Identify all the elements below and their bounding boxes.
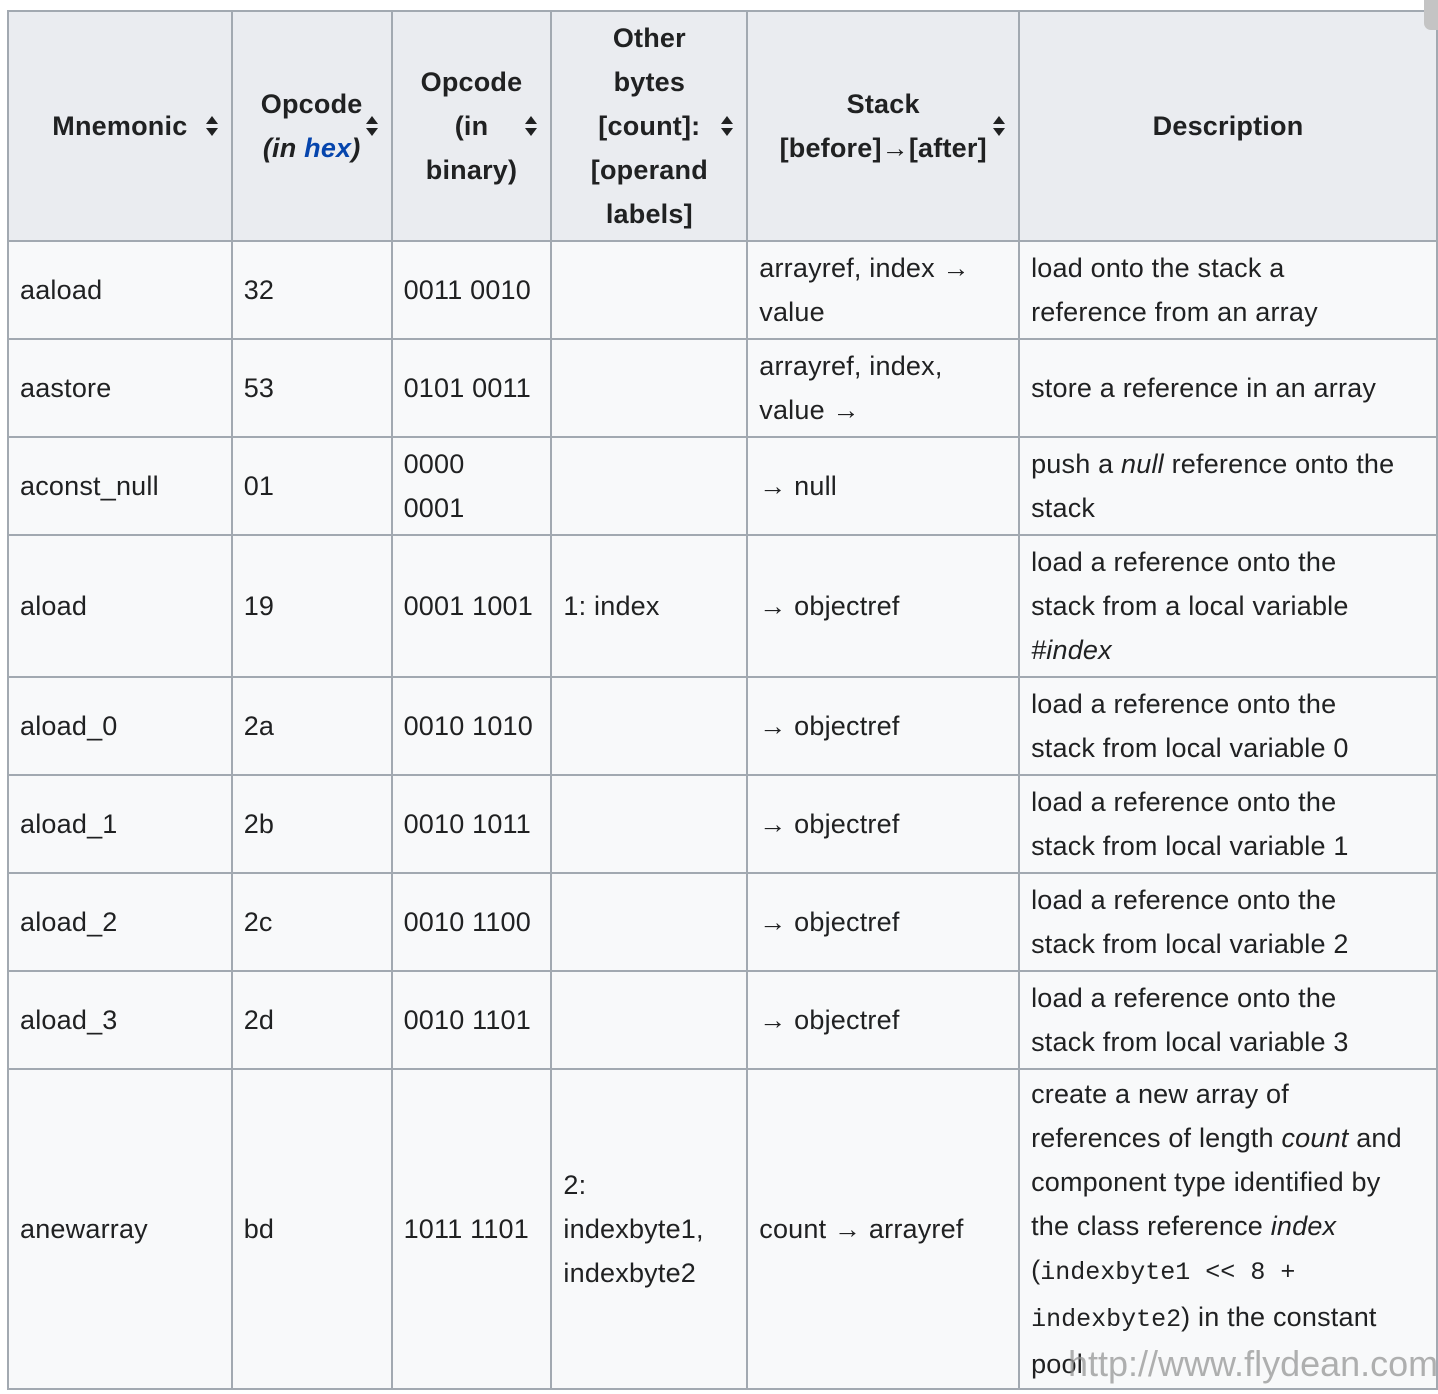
cell-desc-line-7: pool: [1031, 1349, 1083, 1379]
header-opcode-binary[interactable]: [392, 11, 552, 241]
header-opcode-binary-line-2: (in: [454, 111, 489, 141]
cell-desc-text: and: [1348, 1123, 1402, 1153]
cell-stack-line-1: → objectref: [759, 711, 900, 741]
cell-binary-line-1: 0011 0010: [403, 275, 531, 305]
header-other-line-5: labels]: [605, 199, 693, 229]
cell-desc-line-2: stack from local variable 0: [1031, 733, 1349, 763]
cell-stack: [747, 241, 1019, 339]
table-row: [8, 971, 1437, 1069]
cell-hex: 2b: [232, 775, 392, 873]
header-stack-line-1: Stack: [846, 89, 920, 119]
cell-binary: [392, 1069, 552, 1389]
table-row: [8, 535, 1437, 677]
cell-stack-line-1: → objectref: [759, 591, 900, 621]
header-row: [8, 11, 1437, 241]
header-other-line-1: Other: [612, 23, 686, 53]
cell-mnemonic: anewarray: [8, 1069, 232, 1389]
header-other-line-2: bytes: [613, 67, 686, 97]
cell-desc-text: references of length: [1031, 1123, 1282, 1153]
cell-desc-text: (: [1031, 1255, 1041, 1285]
cell-other-bytes: [551, 677, 747, 775]
cell-binary: [392, 437, 552, 535]
header-mnemonic-label: Mnemonic: [52, 111, 188, 141]
cell-desc-line-1: load a reference onto the: [1031, 787, 1337, 817]
cell-description: [1019, 339, 1437, 437]
cell-stack: [747, 437, 1019, 535]
table-row: [8, 437, 1437, 535]
cell-binary: [392, 339, 552, 437]
table-row: [8, 775, 1437, 873]
cell-desc-text: the class reference: [1031, 1211, 1271, 1241]
cell-other-bytes: [551, 339, 747, 437]
cell-desc-text: reference onto the: [1163, 449, 1395, 479]
cell-other-bytes: [551, 437, 747, 535]
cell-mnemonic: aconst_null: [8, 437, 232, 535]
cell-desc-italic: count: [1281, 1123, 1349, 1153]
cell-description: [1019, 873, 1437, 971]
cell-desc-line-1: load a reference onto the: [1031, 983, 1337, 1013]
cell-mnemonic: aastore: [8, 339, 232, 437]
cell-hex: 32: [232, 241, 392, 339]
cell-hex: bd: [232, 1069, 392, 1389]
cell-desc-line-3: component type identified by: [1031, 1167, 1381, 1197]
cell-stack-line-1: → objectref: [759, 907, 900, 937]
cell-stack: [747, 971, 1019, 1069]
cell-binary: [392, 873, 552, 971]
cell-binary-line-1: 0000: [403, 449, 465, 479]
cell-stack-line-1: → objectref: [759, 1005, 900, 1035]
cell-stack: [747, 775, 1019, 873]
cell-other-line-1: 2:: [563, 1170, 587, 1200]
cell-desc-code: indexbyte2: [1031, 1305, 1182, 1334]
cell-stack-line-1: → objectref: [759, 809, 900, 839]
cell-desc-line-3: #index: [1031, 635, 1112, 665]
cell-desc-line-2: stack from local variable 1: [1031, 831, 1349, 861]
sort-up-down-icon[interactable]: [720, 114, 734, 138]
header-stack-line-2: [before]→[after]: [779, 133, 987, 163]
cell-description: [1019, 971, 1437, 1069]
cell-desc-text: push a: [1031, 449, 1122, 479]
header-opcode-binary-line-3: binary): [425, 155, 518, 185]
cell-stack-line-1: arrayref, index →: [759, 253, 970, 283]
cell-binary: [392, 677, 552, 775]
cell-stack: [747, 339, 1019, 437]
cell-other-bytes: [551, 1069, 747, 1389]
sort-up-down-icon[interactable]: [992, 114, 1006, 138]
cell-description: [1019, 437, 1437, 535]
cell-hex: 01: [232, 437, 392, 535]
cell-desc-text: ) in the constant: [1181, 1302, 1377, 1332]
cell-other-line-1: 1: index: [563, 591, 660, 621]
header-opcode-hex-open: (in: [262, 133, 305, 163]
cell-mnemonic: aload_0: [8, 677, 232, 775]
scrollbar-thumb[interactable]: [1424, 0, 1438, 30]
header-stack[interactable]: [747, 11, 1019, 241]
cell-other-line-3: indexbyte2: [563, 1258, 697, 1288]
cell-binary-line-1: 0010 1011: [403, 809, 531, 839]
cell-other-bytes: [551, 971, 747, 1069]
cell-stack-line-2: value: [759, 297, 825, 327]
cell-desc-line-1: store a reference in an array: [1031, 373, 1377, 403]
cell-desc-line-1: load a reference onto the: [1031, 689, 1337, 719]
cell-mnemonic: aload_1: [8, 775, 232, 873]
cell-desc-line-2: stack from a local variable: [1031, 591, 1349, 621]
cell-binary-line-1: 0010 1010: [403, 711, 533, 741]
cell-description: [1019, 241, 1437, 339]
cell-stack: [747, 677, 1019, 775]
cell-binary-line-1: 0001 1001: [403, 591, 533, 621]
cell-binary-line-2: 0001: [403, 493, 465, 523]
cell-binary: [392, 971, 552, 1069]
cell-desc-line-2: reference from an array: [1031, 297, 1318, 327]
cell-desc-line-2: stack from local variable 3: [1031, 1027, 1349, 1057]
cell-binary: [392, 775, 552, 873]
header-description: [1019, 11, 1437, 241]
header-other-line-3: [count]:: [598, 111, 701, 141]
table-row: [8, 339, 1437, 437]
cell-other-bytes: [551, 775, 747, 873]
cell-stack-line-1: arrayref, index,: [759, 351, 943, 381]
cell-description: [1019, 677, 1437, 775]
cell-binary-line-1: 0010 1100: [403, 907, 531, 937]
cell-mnemonic: aload_3: [8, 971, 232, 1069]
cell-other-bytes: [551, 241, 747, 339]
cell-desc-line-1: load onto the stack a: [1031, 253, 1285, 283]
header-other-bytes[interactable]: [551, 11, 747, 241]
opcode-table: [7, 10, 1438, 1390]
cell-hex: 53: [232, 339, 392, 437]
hex-link[interactable]: hex: [304, 133, 352, 163]
cell-other-bytes: [551, 535, 747, 677]
cell-desc-italic: index: [1270, 1211, 1337, 1241]
cell-hex: 2a: [232, 677, 392, 775]
cell-binary: [392, 241, 552, 339]
cell-desc-line-1: load a reference onto the: [1031, 547, 1337, 577]
header-opcode-hex-title: Opcode: [260, 89, 363, 119]
cell-binary: [392, 535, 552, 677]
cell-mnemonic: aaload: [8, 241, 232, 339]
cell-description: [1019, 775, 1437, 873]
header-opcode-hex-close: ): [351, 133, 361, 163]
cell-stack-line-1: count → arrayref: [759, 1214, 964, 1244]
cell-other-line-2: indexbyte1,: [563, 1214, 704, 1244]
cell-mnemonic: aload: [8, 535, 232, 677]
table-row: [8, 241, 1437, 339]
cell-binary-line-1: 0101 0011: [403, 373, 531, 403]
cell-binary-line-1: 1011 1101: [403, 1214, 529, 1244]
cell-stack-line-2: value →: [759, 395, 860, 425]
cell-desc-line-1: create a new array of: [1031, 1079, 1289, 1109]
header-mnemonic[interactable]: [8, 11, 232, 241]
cell-desc-line-2: stack from local variable 2: [1031, 929, 1349, 959]
table-row: [8, 873, 1437, 971]
header-opcode-binary-line-1: Opcode: [420, 67, 523, 97]
cell-desc-code: indexbyte1 << 8 +: [1040, 1258, 1296, 1287]
sort-up-down-icon[interactable]: [205, 114, 219, 138]
cell-desc-line-2: stack: [1031, 493, 1096, 523]
cell-description: [1019, 535, 1437, 677]
cell-hex: 2c: [232, 873, 392, 971]
cell-binary-line-1: 0010 1101: [403, 1005, 531, 1035]
header-opcode-hex[interactable]: [232, 11, 392, 241]
sort-up-down-icon[interactable]: [365, 114, 379, 138]
cell-hex: 2d: [232, 971, 392, 1069]
cell-mnemonic: aload_2: [8, 873, 232, 971]
cell-desc-line-1: load a reference onto the: [1031, 885, 1337, 915]
cell-hex: 19: [232, 535, 392, 677]
header-other-line-4: [operand: [590, 155, 708, 185]
cell-stack: [747, 1069, 1019, 1389]
header-description-label: Description: [1152, 111, 1304, 141]
cell-stack: [747, 535, 1019, 677]
table-row: [8, 677, 1437, 775]
cell-stack-line-1: → null: [759, 471, 837, 501]
sort-up-down-icon[interactable]: [524, 114, 538, 138]
watermark: http://www.flydean.com: [1068, 1343, 1438, 1384]
cell-other-bytes: [551, 873, 747, 971]
cell-desc-italic: null: [1121, 449, 1164, 479]
cell-stack: [747, 873, 1019, 971]
